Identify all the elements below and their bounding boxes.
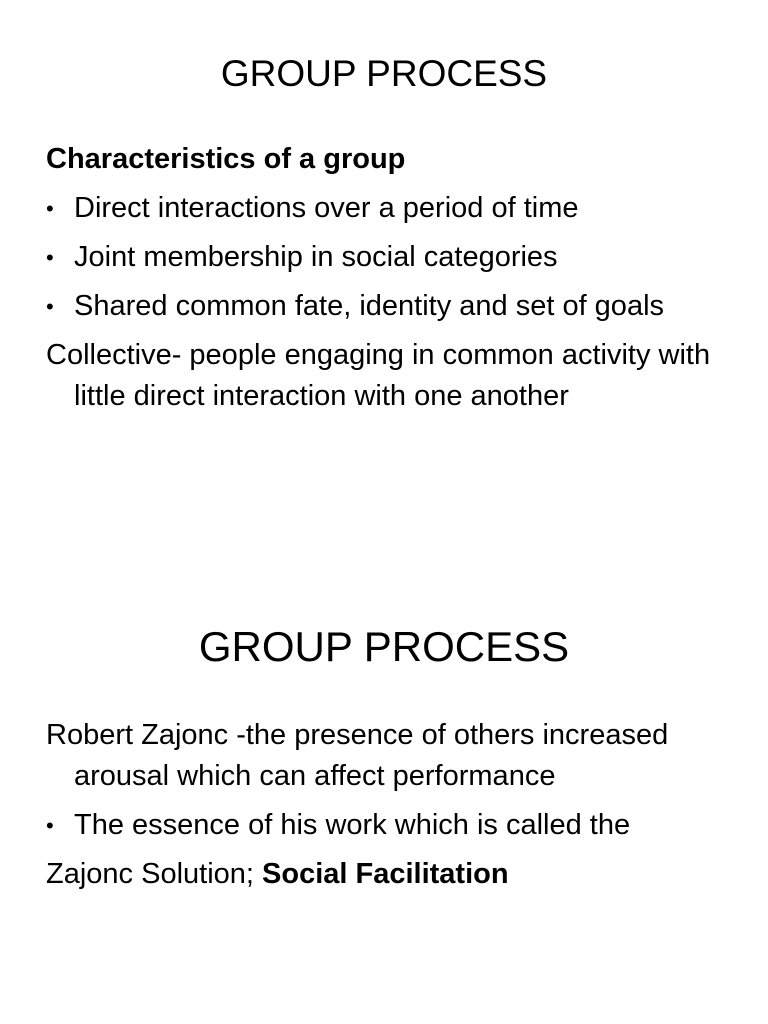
slide-title: GROUP PROCESS — [220, 53, 548, 94]
slide-title: GROUP PROCESS — [198, 623, 570, 670]
bullet-text: Shared common fate, identity and set of goals — [74, 290, 665, 322]
bullet-icon: • — [46, 196, 54, 221]
bullet-text: Joint membership in social categories — [74, 241, 558, 273]
definition-paragraph: Collective- people engaging in common activity with little direct interaction with one another — [46, 339, 711, 412]
bullet-icon: • — [46, 245, 54, 270]
definition-paragraph: Robert Zajonc -the presence of others increased arousal which can affect performance — [46, 719, 669, 792]
closing-emphasis: Social Facilitation — [262, 858, 509, 890]
bullet-item — [46, 188, 746, 229]
bullet-item — [46, 237, 746, 278]
bullet-text: The essence of his work which is called the — [74, 809, 631, 841]
bullet-item — [46, 805, 746, 846]
closing-line — [46, 854, 746, 895]
bullet-icon: • — [46, 813, 54, 838]
closing-prefix: Zajonc Solution; — [46, 858, 263, 890]
slide-body — [46, 715, 746, 903]
bullet-item — [46, 286, 746, 327]
bullet-text: Direct interactions over a period of time — [74, 192, 579, 224]
section-heading: Characteristics of a group — [46, 143, 406, 175]
bullet-icon: • — [46, 294, 54, 319]
slide-2 — [0, 512, 768, 1024]
slide-body — [46, 139, 746, 425]
